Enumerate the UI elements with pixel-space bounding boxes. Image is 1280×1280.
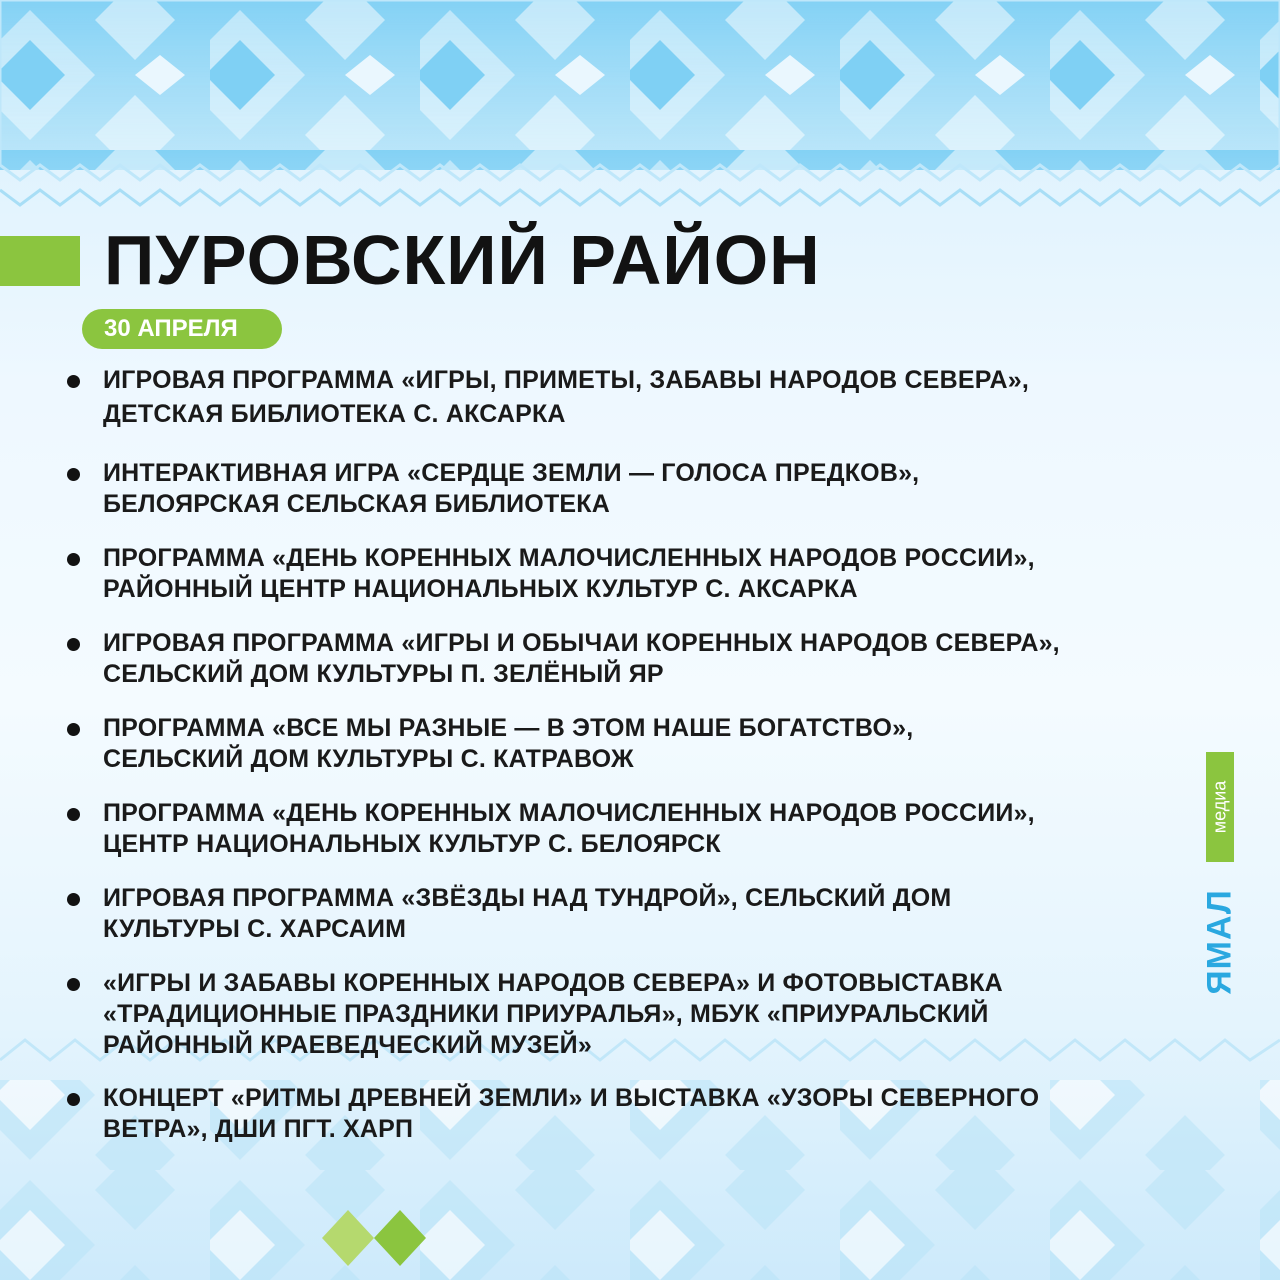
date-label: 30 АПРЕЛЯ <box>104 315 238 342</box>
event-line: ЦЕНТР НАЦИОНАЛЬНЫХ КУЛЬТУР С. БЕЛОЯРСК <box>103 830 721 858</box>
yamal-media-logo <box>1196 752 1246 1014</box>
logo-media-text: медиа <box>1209 780 1230 834</box>
event-line: СЕЛЬСКИЙ ДОМ КУЛЬТУРЫ П. ЗЕЛЁНЫЙ ЯР <box>103 660 664 688</box>
diamond-ornament-icon <box>322 1210 428 1266</box>
event-line: «ИГРЫ И ЗАБАВЫ КОРЕННЫХ НАРОДОВ СЕВЕРА» И ФОТОВЫСТАВКА <box>103 969 1003 997</box>
event-line: БЕЛОЯРСКАЯ СЕЛЬСКАЯ БИБЛИОТЕКА <box>103 490 611 518</box>
bullet-icon <box>67 978 80 991</box>
bullet-icon <box>67 723 80 736</box>
bullet-icon <box>67 1093 80 1106</box>
event-line: ИГРОВАЯ ПРОГРАММА «ИГРЫ, ПРИМЕТЫ, ЗАБАВЫ НАРОДОВ СЕВЕРА», <box>103 366 1029 394</box>
event-line: РАЙОННЫЙ ЦЕНТР НАЦИОНАЛЬНЫХ КУЛЬТУР С. АКСАРКА <box>103 575 858 603</box>
event-line: ПРОГРАММА «ДЕНЬ КОРЕННЫХ МАЛОЧИСЛЕННЫХ НАРОДОВ РОССИИ», <box>103 544 1035 572</box>
event-line: ПРОГРАММА «ДЕНЬ КОРЕННЫХ МАЛОЧИСЛЕННЫХ НАРОДОВ РОССИИ», <box>103 799 1035 827</box>
event-line: ИГРОВАЯ ПРОГРАММА «ЗВЁЗДЫ НАД ТУНДРОЙ», СЕЛЬСКИЙ ДОМ <box>103 884 952 912</box>
bullet-icon <box>67 375 80 388</box>
event-line: КУЛЬТУРЫ С. ХАРСАИМ <box>103 915 407 943</box>
bullet-icon <box>67 638 80 651</box>
event-line: ДЕТСКАЯ БИБЛИОТЕКА С. АКСАРКА <box>103 400 566 428</box>
event-line: КОНЦЕРТ «РИТМЫ ДРЕВНЕЙ ЗЕМЛИ» И ВЫСТАВКА «УЗОРЫ СЕВЕРНОГО <box>103 1084 1040 1112</box>
bullet-icon <box>67 468 80 481</box>
page-title: ПУРОВСКИЙ РАЙОН <box>104 221 821 299</box>
event-line: «ТРАДИЦИОННЫЕ ПРАЗДНИКИ ПРИУРАЛЬЯ», МБУК «ПРИУРАЛЬСКИЙ <box>103 1000 989 1028</box>
event-line: РАЙОННЫЙ КРАЕВЕДЧЕСКИЙ МУЗЕЙ» <box>103 1031 592 1059</box>
logo-brand-text: ЯМАЛ <box>1200 889 1239 995</box>
bullet-icon <box>67 808 80 821</box>
event-line: ИНТЕРАКТИВНАЯ ИГРА «СЕРДЦЕ ЗЕМЛИ — ГОЛОСА ПРЕДКОВ», <box>103 459 920 487</box>
event-line: СЕЛЬСКИЙ ДОМ КУЛЬТУРЫ С. КАТРАВОЖ <box>103 745 634 773</box>
event-line: ПРОГРАММА «ВСЕ МЫ РАЗНЫЕ — В ЭТОМ НАШЕ БОГАТСТВО», <box>103 714 914 742</box>
bullet-icon <box>67 553 80 566</box>
event-line: ВЕТРА», ДШИ ПГТ. ХАРП <box>103 1115 414 1143</box>
event-line: ИГРОВАЯ ПРОГРАММА «ИГРЫ И ОБЫЧАИ КОРЕННЫХ НАРОДОВ СЕВЕРА», <box>103 629 1060 657</box>
bullet-icon <box>67 893 80 906</box>
